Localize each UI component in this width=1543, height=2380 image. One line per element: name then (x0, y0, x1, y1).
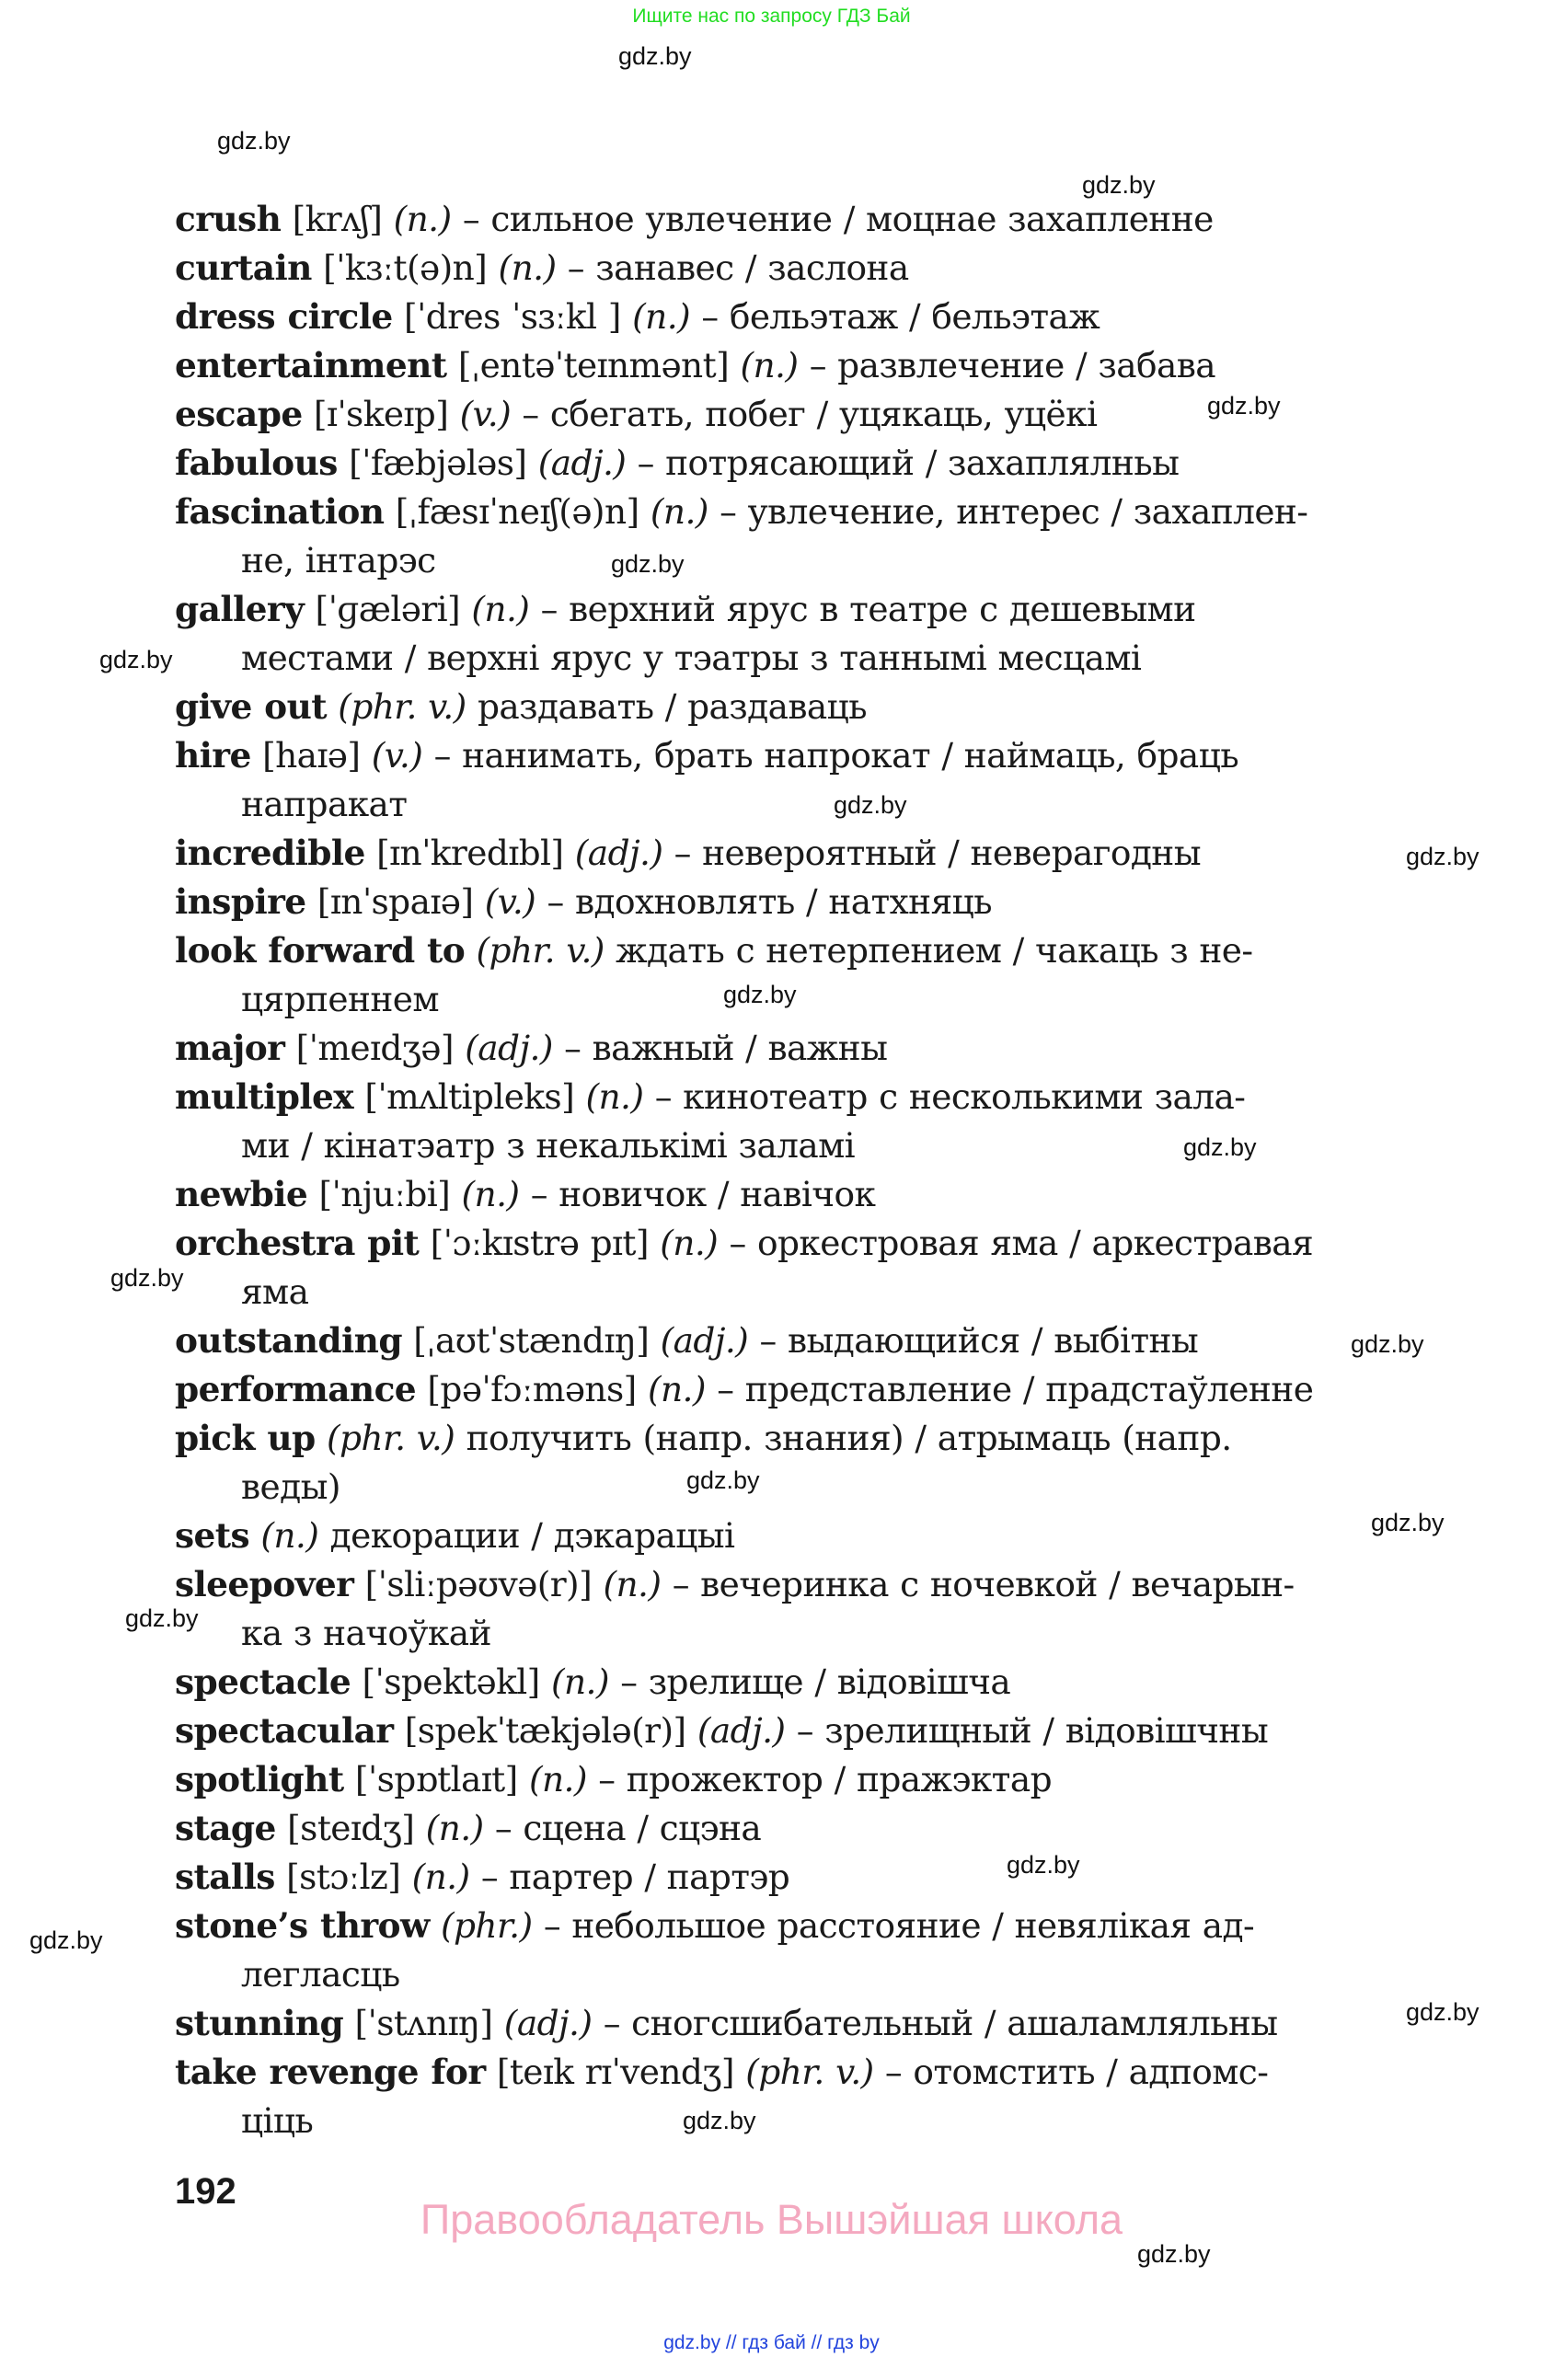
entry-part-of-speech: (n.) (647, 1369, 706, 1409)
entry-part-of-speech: (adj.) (574, 833, 663, 873)
glossary-entry (175, 585, 1399, 683)
entry-term: spectacle (175, 1661, 351, 1702)
watermark: gdz.by (686, 1466, 760, 1494)
entry-definition: сногсшибательный / ашаламляльны (631, 2003, 1278, 2043)
entry-part-of-speech: (adj.) (697, 1710, 786, 1751)
footer-link-gdz-by-cyr[interactable]: гдз by (827, 2332, 880, 2353)
watermark: gdz.by (1351, 1330, 1424, 1358)
entry-definition: вечеринка с ночевкой / вечарын- (700, 1564, 1295, 1604)
glossary-entry (175, 1658, 1399, 1707)
entry-definition: развлечение / забава (837, 345, 1215, 385)
watermark: gdz.by (1082, 171, 1156, 199)
entry-transcription: [ˈmeɪdʒə] (295, 1028, 454, 1068)
entry-term: stage (175, 1808, 276, 1848)
entry-definition: сцена / сцэна (523, 1808, 762, 1848)
entry-part-of-speech: (phr.) (440, 1905, 533, 1946)
entry-definition-continued: яма (241, 1271, 309, 1312)
entry-transcription: [ˈfæbjələs] (349, 443, 527, 483)
watermark: gdz.by (1183, 1133, 1257, 1161)
watermark: gdz.by (1207, 392, 1281, 420)
entry-separator: – (552, 1028, 593, 1068)
entry-separator: – (592, 2003, 632, 2043)
entry-transcription: [stɔːlz] (286, 1857, 401, 1897)
entry-definition: прожектор / пражэктар (626, 1759, 1052, 1799)
glossary-entry (175, 390, 1399, 439)
entry-part-of-speech: (n.) (461, 1174, 520, 1214)
entry-definition: вдохновлять / натхняць (575, 881, 992, 922)
entry-separator: – (748, 1320, 789, 1361)
entry-definition: партер / партэр (509, 1857, 790, 1897)
entry-separator: – (718, 1223, 757, 1263)
entry-term: entertainment (175, 345, 447, 385)
watermark: gdz.by (618, 42, 692, 70)
entry-part-of-speech: (phr. v.) (476, 930, 605, 971)
entry-transcription: [ˌaʊtˈstændɪŋ] (413, 1320, 650, 1361)
entry-definition: декорации / дэкарацыі (329, 1515, 735, 1556)
entry-term: fabulous (175, 443, 338, 483)
watermark: gdz.by (110, 1264, 184, 1292)
entry-definition-continued: веды) (241, 1466, 340, 1507)
entry-transcription: [ˌfæsɪˈneɪʃ(ə)n] (395, 491, 639, 532)
entry-separator (466, 686, 478, 727)
entry-separator (605, 930, 616, 971)
entry-definition: отомстить / адпомс- (913, 2052, 1269, 2092)
entry-separator: – (556, 247, 596, 288)
entry-term: major (175, 1028, 285, 1068)
entry-separator: – (785, 1710, 825, 1751)
watermark: gdz.by (1371, 1509, 1445, 1536)
glossary-entry (175, 1999, 1399, 2048)
entry-transcription: [ˈspɒtlaɪt] (354, 1759, 518, 1799)
glossary-entry (175, 1560, 1399, 1658)
entry-term: stunning (175, 2003, 344, 2043)
entry-transcription: [krʌʃ] (292, 199, 383, 239)
entry-term: inspire (175, 881, 306, 922)
entry-transcription: [ˌentəˈteɪnmənt] (457, 345, 730, 385)
entry-transcription: [ˈɔːkɪstrə pɪt] (430, 1223, 649, 1263)
watermark: gdz.by (611, 550, 685, 578)
entry-definition: получить (напр. знания) / атрымаць (напр. (466, 1418, 1232, 1458)
glossary-entry (175, 1219, 1399, 1316)
entry-transcription: [ˈsliːpəʊvə(r)] (364, 1564, 593, 1604)
watermark: gdz.by (834, 791, 907, 819)
entry-definition-continued: цярпеннем (241, 979, 439, 1019)
entry-definition: небольшое расстояние / невялікая ад- (571, 1905, 1255, 1946)
glossary-entry (175, 2048, 1399, 2145)
entry-definition-continued: не, інтарэс (241, 540, 436, 581)
entry-separator: – (708, 491, 748, 532)
entry-transcription: [teɪk rɪˈvendʒ] (496, 2052, 734, 2092)
entry-definition: зрелище / відовішча (648, 1661, 1011, 1702)
entry-separator: – (798, 345, 838, 385)
entry-separator: – (529, 589, 570, 629)
entry-separator: – (608, 1661, 649, 1702)
entry-part-of-speech: (n.) (585, 1076, 644, 1117)
entry-transcription: [ˈmʌltipleks] (364, 1076, 575, 1117)
entry-separator: – (535, 881, 576, 922)
entry-definition: выдающийся / выбітны (788, 1320, 1199, 1361)
entry-definition: важный / важны (592, 1028, 888, 1068)
search-banner: Ищите нас по запросу ГДЗ Бай (632, 6, 911, 27)
entry-term: sleepover (175, 1564, 354, 1604)
entry-definition: оркестровая яма / аркестравая (757, 1223, 1314, 1263)
entry-separator: – (626, 443, 666, 483)
entry-term: give out (175, 686, 327, 727)
entry-separator: – (662, 833, 703, 873)
entry-part-of-speech: (phr. v.) (326, 1418, 455, 1458)
entry-separator: – (483, 1808, 524, 1848)
entry-definition: раздавать / раздаваць (477, 686, 867, 727)
entry-term: look forward to (175, 930, 466, 971)
entry-term: spectacular (175, 1710, 394, 1751)
glossary-entry (175, 1755, 1399, 1804)
entry-definition: сильное увлечение / моцнае захапленне (490, 199, 1214, 239)
footer-link-gdz-bai[interactable]: гдз бай (742, 2332, 806, 2353)
watermark: gdz.by (723, 981, 797, 1008)
entry-part-of-speech: (v.) (484, 881, 536, 922)
entry-term: curtain (175, 247, 312, 288)
entry-term: multiplex (175, 1076, 354, 1117)
entry-transcription: [ˈdres ˈsɜːkl ] (404, 296, 621, 337)
entry-definition: верхний ярус в театре с дешевыми (569, 589, 1196, 629)
entry-part-of-speech: (n.) (411, 1857, 470, 1897)
entry-definition-continued: легласць (241, 1954, 400, 1995)
entry-term: stone’s throw (175, 1905, 430, 1946)
entry-definition: зрелищный / відовішчны (824, 1710, 1269, 1751)
glossary-entry (175, 439, 1399, 488)
entry-separator: – (690, 296, 730, 337)
watermark: gdz.by (217, 127, 291, 155)
glossary-entry (175, 1414, 1399, 1512)
entry-term: outstanding (175, 1320, 402, 1361)
entry-definition-continued: ка з начоўкай (241, 1613, 491, 1653)
watermark: gdz.by (683, 2107, 756, 2134)
entry-term: performance (175, 1369, 417, 1409)
entry-definition-continued: ціць (241, 2100, 314, 2141)
watermark: gdz.by (1406, 843, 1480, 870)
glossary-entry (175, 1316, 1399, 1365)
glossary-entry (175, 683, 1399, 731)
glossary-entry (175, 878, 1399, 926)
watermark: gdz.by (1007, 1851, 1080, 1879)
glossary-entry (175, 293, 1399, 341)
entry-term: hire (175, 735, 251, 776)
glossary-entry (175, 1365, 1399, 1414)
entry-definition-continued: напракат (241, 784, 408, 824)
entry-definition: кинотеатр с несколькими зала- (683, 1076, 1246, 1117)
glossary-entry (175, 829, 1399, 878)
glossary-entry (175, 1707, 1399, 1755)
entry-term: stalls (175, 1857, 275, 1897)
glossary-entry (175, 195, 1399, 244)
entry-definition: новичок / навічок (558, 1174, 876, 1214)
glossary-entry (175, 341, 1399, 390)
entry-separator (455, 1418, 466, 1458)
glossary-entry (175, 1902, 1399, 1999)
entry-separator: – (586, 1759, 627, 1799)
entry-term: take revenge for (175, 2052, 486, 2092)
glossary-entry (175, 1804, 1399, 1853)
entry-part-of-speech: (n.) (260, 1515, 319, 1556)
entry-part-of-speech: (adj.) (537, 443, 627, 483)
entry-separator: – (451, 199, 491, 239)
footer-links (0, 2332, 1543, 2354)
entry-transcription: [ˈstʌnɪŋ] (354, 2003, 493, 2043)
footer-link-gdz-by[interactable]: gdz.by (663, 2332, 721, 2353)
entry-part-of-speech: (v.) (459, 394, 512, 434)
entry-transcription: [ɪnˈspaɪə] (317, 881, 474, 922)
entry-part-of-speech: (n.) (740, 345, 799, 385)
entry-term: pick up (175, 1418, 316, 1458)
entry-definition-continued: местами / верхні ярус у тэатры з таннымі месцамі (241, 638, 1142, 678)
entry-part-of-speech: (v.) (371, 735, 423, 776)
watermark: gdz.by (29, 1926, 103, 1954)
glossary-entry (175, 488, 1399, 585)
entry-definition: занавес / заслона (595, 247, 909, 288)
entry-separator: – (532, 1905, 572, 1946)
entry-separator: – (511, 394, 550, 434)
footer-separator: // (720, 2332, 743, 2353)
entry-transcription: [pəˈfɔːməns] (427, 1369, 637, 1409)
entry-transcription: [spekˈtækjələ(r)] (404, 1710, 686, 1751)
entry-separator (318, 1515, 329, 1556)
copyright-notice: Правообладатель Вышэйшая школа (420, 2196, 1123, 2243)
entry-definition: невероятный / неверагодны (702, 833, 1201, 873)
glossary-entry (175, 244, 1399, 293)
glossary-entry (175, 1853, 1399, 1902)
entry-part-of-speech: (adj.) (465, 1028, 553, 1068)
entry-transcription: [ˈɡæləri] (315, 589, 461, 629)
glossary-entry (175, 926, 1399, 1024)
entry-transcription: [ˈspektəkl] (362, 1661, 540, 1702)
entry-part-of-speech: (n.) (425, 1808, 484, 1848)
entry-transcription: [steɪdʒ] (287, 1808, 415, 1848)
entry-part-of-speech: (n.) (471, 589, 530, 629)
glossary-entry (175, 1512, 1399, 1560)
entry-separator: – (422, 735, 463, 776)
glossary-entry (175, 1024, 1399, 1073)
entry-part-of-speech: (n.) (650, 491, 708, 532)
entry-part-of-speech: (adj.) (503, 2003, 593, 2043)
entry-part-of-speech: (n.) (498, 247, 557, 288)
watermark: gdz.by (99, 646, 173, 673)
entry-part-of-speech: (phr. v.) (745, 2052, 874, 2092)
glossary-entry (175, 731, 1399, 829)
entry-term: spotlight (175, 1759, 344, 1799)
entry-term: sets (175, 1515, 250, 1556)
entry-part-of-speech: (adj.) (660, 1320, 749, 1361)
entry-definition: потрясающий / захаплялньы (665, 443, 1180, 483)
page-number: 192 (175, 2171, 236, 2212)
entry-separator: – (661, 1564, 701, 1604)
entry-separator: – (873, 2052, 914, 2092)
entry-separator: – (643, 1076, 684, 1117)
entry-transcription: [ˈnjuːbi] (318, 1174, 451, 1214)
entry-definition: нанимать, брать напрокат / наймаць, браць (462, 735, 1239, 776)
entry-part-of-speech: (n.) (603, 1564, 662, 1604)
entry-part-of-speech: (n.) (393, 199, 452, 239)
entry-term: orchestra pit (175, 1223, 420, 1263)
entry-term: dress circle (175, 296, 393, 337)
watermark: gdz.by (1406, 1998, 1480, 2026)
entry-term: gallery (175, 589, 305, 629)
entry-part-of-speech: (n.) (660, 1223, 719, 1263)
entry-definition-continued: ми / кінатэатр з некалькімі заламі (241, 1125, 856, 1166)
entry-part-of-speech: (n.) (632, 296, 691, 337)
entry-part-of-speech: (phr. v.) (338, 686, 466, 727)
glossary-entry (175, 1073, 1399, 1170)
entry-term: fascination (175, 491, 385, 532)
entry-term: incredible (175, 833, 365, 873)
entry-term: crush (175, 199, 282, 239)
entry-separator: – (519, 1174, 559, 1214)
entry-transcription: [ɪˈskeɪp] (313, 394, 449, 434)
watermark: gdz.by (125, 1604, 199, 1632)
entry-definition: сбегать, побег / уцякаць, уцёкі (549, 394, 1098, 434)
glossary-entry (175, 1170, 1399, 1219)
watermark: gdz.by (1137, 2240, 1211, 2268)
footer-separator: // (805, 2332, 828, 2353)
entry-definition: ждать с нетерпением / чакаць з не- (616, 930, 1253, 971)
entry-transcription: [ˈkɜːt(ə)n] (323, 247, 488, 288)
glossary-list (175, 195, 1399, 2145)
entry-transcription: [ɪnˈkredɪbl] (376, 833, 564, 873)
entry-part-of-speech: (n.) (528, 1759, 587, 1799)
entry-part-of-speech: (n.) (550, 1661, 609, 1702)
entry-term: newbie (175, 1174, 308, 1214)
entry-definition: представление / прадстаўленне (744, 1369, 1314, 1409)
entry-transcription: [haɪə] (262, 735, 361, 776)
entry-separator: – (705, 1369, 745, 1409)
entry-definition: бельэтаж / бельэтаж (729, 296, 1100, 337)
entry-term: escape (175, 394, 303, 434)
entry-separator: – (469, 1857, 510, 1897)
entry-definition: увлечение, интерес / захаплен- (747, 491, 1308, 532)
